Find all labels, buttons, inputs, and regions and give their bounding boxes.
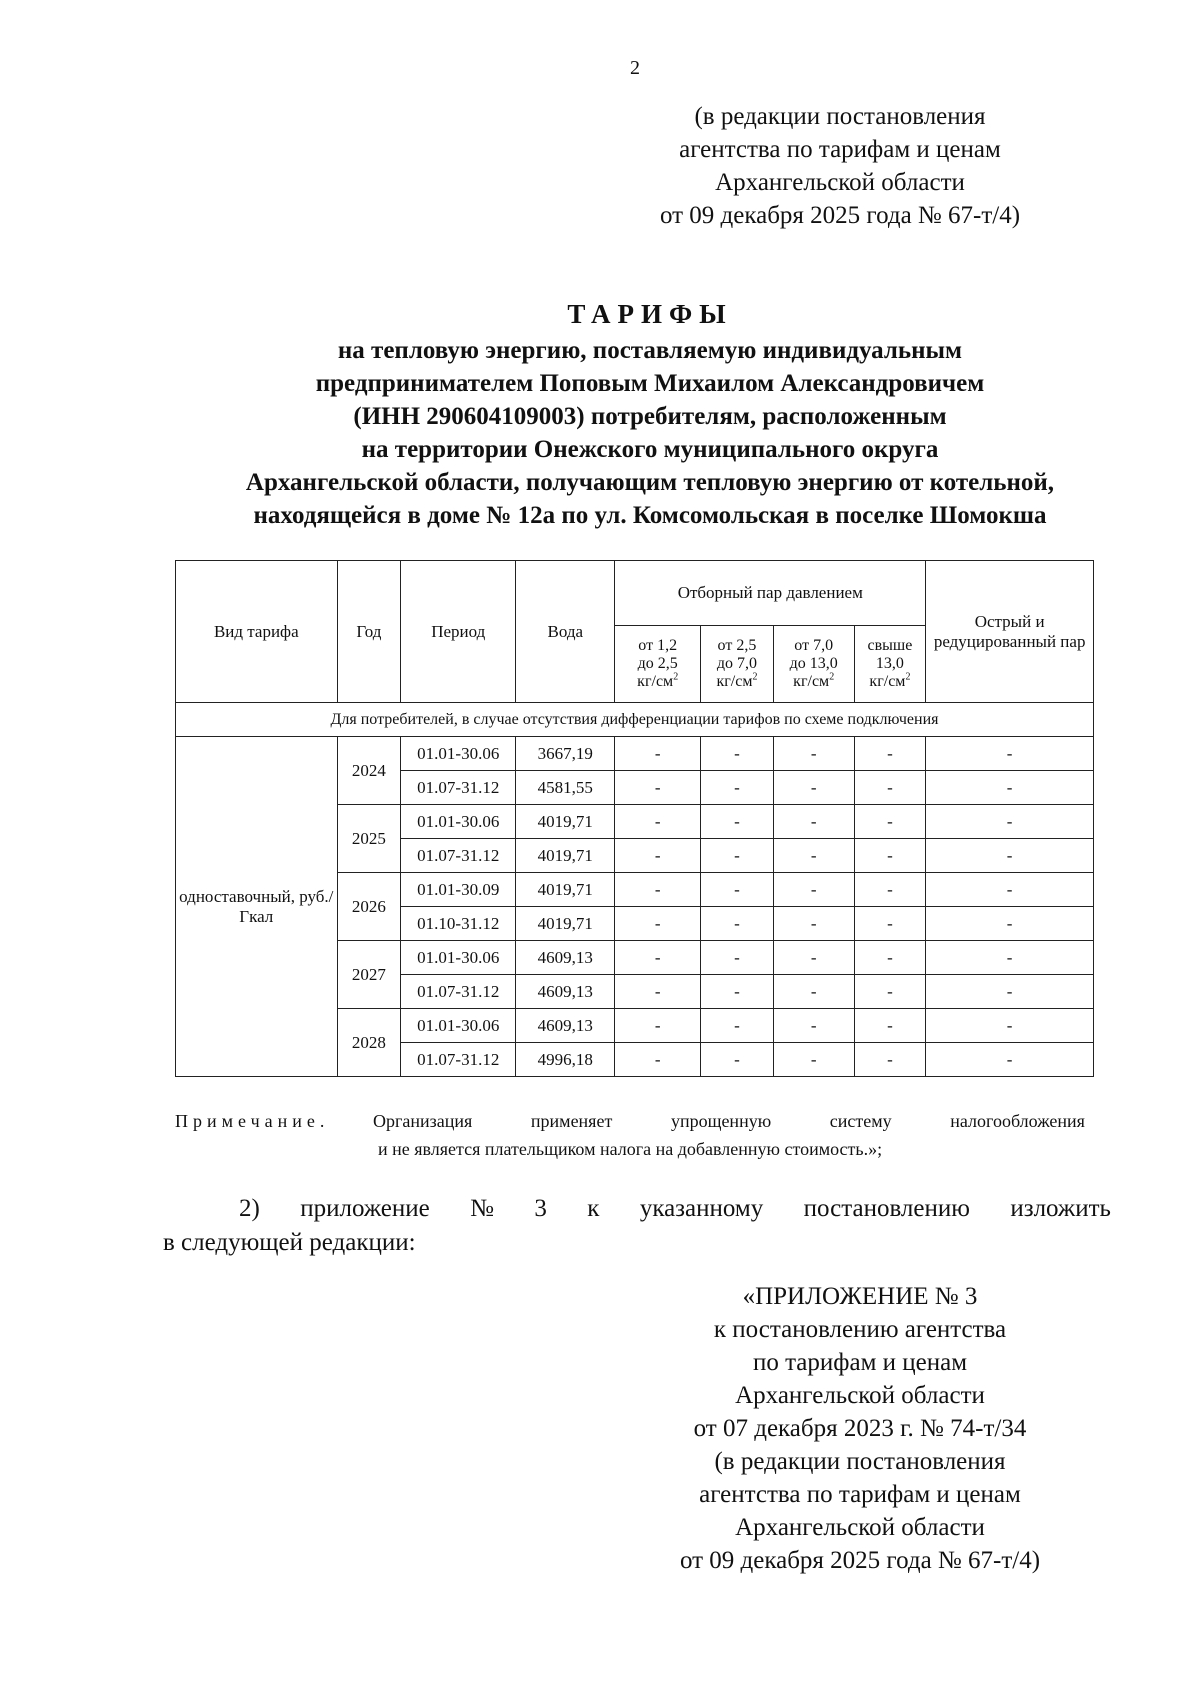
paragraph-word: 3 xyxy=(534,1195,547,1222)
unit-text: кг/см xyxy=(716,673,753,690)
page-number: 2 xyxy=(630,57,640,79)
header-water: Вода xyxy=(516,561,615,703)
steam-cell: - xyxy=(773,839,854,873)
period-cell: 01.10-31.12 xyxy=(401,907,516,941)
steam-cell: - xyxy=(773,873,854,907)
water-cell: 4019,71 xyxy=(516,907,615,941)
note-word: Организация xyxy=(373,1111,473,1131)
steam-cell: - xyxy=(701,737,774,771)
title-line: предпринимателем Поповым Михаилом Александровичем xyxy=(315,370,985,397)
note-line xyxy=(175,1107,1085,1135)
steam-cell: - xyxy=(854,975,926,1009)
steam-cell: - xyxy=(773,907,854,941)
document-title xyxy=(150,298,1150,532)
period-cell: 01.01-30.09 xyxy=(401,873,516,907)
note-text xyxy=(373,1107,1085,1135)
title-line: находящейся в доме № 12а по ул. Комсомольская в поселке Шомокша xyxy=(253,502,1047,529)
steam-cell: - xyxy=(701,771,774,805)
steam-cell: - xyxy=(701,907,774,941)
note-label: Примечание. xyxy=(175,1111,330,1131)
header-steam-group: Отборный пар давлением xyxy=(615,561,926,626)
period-cell: 01.07-31.12 xyxy=(401,771,516,805)
paragraph-word: 2) xyxy=(239,1195,260,1222)
water-cell: 4019,71 xyxy=(516,873,615,907)
header-year: Год xyxy=(337,561,401,703)
note-word: налогообложения xyxy=(950,1111,1085,1131)
period-cell: 01.01-30.06 xyxy=(401,941,516,975)
sharp-steam-cell: - xyxy=(926,941,1094,975)
water-cell: 4581,55 xyxy=(516,771,615,805)
steam-cell: - xyxy=(615,907,701,941)
header-steam-line: до 7,0 xyxy=(716,655,758,672)
sharp-steam-cell: - xyxy=(926,873,1094,907)
header-steam-4 xyxy=(854,626,926,703)
appendix-line: (в редакции постановления xyxy=(714,1448,1006,1475)
steam-cell: - xyxy=(701,873,774,907)
appendix-line: по тарифам и ценам xyxy=(752,1349,968,1376)
steam-cell: - xyxy=(773,805,854,839)
unit-sup: 2 xyxy=(829,671,835,683)
steam-cell: - xyxy=(701,839,774,873)
header-steam-line: свыше xyxy=(867,637,913,654)
steam-cell: - xyxy=(854,805,926,839)
period-cell: 01.01-30.06 xyxy=(401,1009,516,1043)
header-steam-line: от 1,2 xyxy=(638,637,678,654)
header-steam-line: до 13,0 xyxy=(789,655,838,672)
title-main: ТАРИФЫ xyxy=(567,299,733,329)
unit-text: кг/см xyxy=(637,673,674,690)
appendix-line: Архангельской области xyxy=(735,1514,985,1541)
steam-cell: - xyxy=(701,1009,774,1043)
sharp-steam-cell: - xyxy=(926,839,1094,873)
paragraph-word: № xyxy=(470,1195,494,1222)
year-cell: 2027 xyxy=(337,941,401,1009)
period-cell: 01.01-30.06 xyxy=(401,805,516,839)
note-word: систему xyxy=(829,1111,892,1131)
header-steam-line: от 7,0 xyxy=(794,637,834,654)
period-cell: 01.07-31.12 xyxy=(401,839,516,873)
steam-cell: - xyxy=(773,1009,854,1043)
year-cell: 2026 xyxy=(337,873,401,941)
period-cell: 01.07-31.12 xyxy=(401,1043,516,1077)
year-cell: 2028 xyxy=(337,1009,401,1077)
appendix-line: от 07 декабря 2023 г. № 74-т/34 xyxy=(693,1415,1027,1442)
header-steam-unit xyxy=(703,673,771,691)
paragraph-word: постановлению xyxy=(803,1195,970,1222)
header-steam-unit xyxy=(857,673,924,691)
note-line: и не является плательщиком налога на добавленную стоимость.»; xyxy=(378,1139,883,1159)
steam-cell: - xyxy=(615,941,701,975)
sharp-steam-cell: - xyxy=(926,1009,1094,1043)
water-cell: 4019,71 xyxy=(516,805,615,839)
section-title: Для потребителей, в случае отсутствия дифференциации тарифов по схеме подключения xyxy=(176,703,1094,737)
steam-cell: - xyxy=(854,839,926,873)
water-cell: 4609,13 xyxy=(516,941,615,975)
paragraph-line: в следующей редакции: xyxy=(163,1229,416,1256)
steam-cell: - xyxy=(615,1043,701,1077)
appendix-line: «ПРИЛОЖЕНИЕ № 3 xyxy=(742,1283,978,1310)
header-steam-line: от 2,5 xyxy=(717,637,757,654)
steam-cell: - xyxy=(854,907,926,941)
steam-cell: - xyxy=(773,771,854,805)
unit-text: кг/см xyxy=(793,673,830,690)
header-steam-1 xyxy=(615,626,701,703)
header-steam-3 xyxy=(773,626,854,703)
appendix-line: от 09 декабря 2025 года № 67-т/4) xyxy=(679,1547,1041,1574)
steam-cell: - xyxy=(615,873,701,907)
period-cell: 01.01-30.06 xyxy=(401,737,516,771)
steam-cell: - xyxy=(615,805,701,839)
note-word: применяет xyxy=(530,1111,613,1131)
steam-cell: - xyxy=(615,839,701,873)
header-steam-line: 13,0 xyxy=(875,655,904,672)
title-line: (ИНН 290604109003) потребителям, расположенным xyxy=(353,403,947,430)
paragraph-word: изложить xyxy=(1010,1195,1111,1222)
header-period: Период xyxy=(401,561,516,703)
unit-text: кг/см xyxy=(869,673,906,690)
paragraph-word: указанному xyxy=(639,1195,764,1222)
title-line: на территории Онежского муниципального округа xyxy=(361,436,939,463)
year-cell: 2024 xyxy=(337,737,401,805)
steam-cell: - xyxy=(615,737,701,771)
note-word: упрощенную xyxy=(670,1111,772,1131)
sharp-steam-cell: - xyxy=(926,805,1094,839)
steam-cell: - xyxy=(854,941,926,975)
steam-cell: - xyxy=(701,1043,774,1077)
sharp-steam-cell: - xyxy=(926,1043,1094,1077)
header-steam-line: до 2,5 xyxy=(637,655,678,672)
steam-cell: - xyxy=(854,771,926,805)
edition-line: Архангельской области xyxy=(715,169,965,196)
edition-line: (в редакции постановления xyxy=(694,103,986,130)
paragraph-word: к xyxy=(587,1195,600,1222)
steam-cell: - xyxy=(773,737,854,771)
steam-cell: - xyxy=(773,1043,854,1077)
unit-sup: 2 xyxy=(673,671,679,683)
note xyxy=(175,1107,1085,1163)
edition-line: агентства по тарифам и ценам xyxy=(679,136,1001,163)
water-cell: 4019,71 xyxy=(516,839,615,873)
amendment-paragraph xyxy=(163,1192,1111,1260)
steam-cell: - xyxy=(615,1009,701,1043)
header-steam-unit xyxy=(617,673,698,691)
steam-cell: - xyxy=(615,771,701,805)
appendix-header xyxy=(620,1280,1100,1577)
steam-cell: - xyxy=(773,975,854,1009)
table-row xyxy=(176,737,1094,771)
tariff-type-cell: одноставочный, руб./Гкал xyxy=(176,737,338,1077)
appendix-line: Архангельской области xyxy=(735,1382,985,1409)
steam-cell: - xyxy=(854,737,926,771)
water-cell: 4609,13 xyxy=(516,975,615,1009)
header-steam-2 xyxy=(701,626,774,703)
unit-sup: 2 xyxy=(752,671,758,683)
edition-line: от 09 декабря 2025 года № 67-т/4) xyxy=(659,202,1021,229)
steam-cell: - xyxy=(615,975,701,1009)
water-cell: 4609,13 xyxy=(516,1009,615,1043)
steam-cell: - xyxy=(854,873,926,907)
water-cell: 3667,19 xyxy=(516,737,615,771)
header-steam-unit xyxy=(776,673,852,691)
period-cell: 01.07-31.12 xyxy=(401,975,516,1009)
paragraph-line xyxy=(163,1192,1111,1226)
header-tariff-type: Вид тарифа xyxy=(176,561,338,703)
sharp-steam-cell: - xyxy=(926,737,1094,771)
steam-cell: - xyxy=(701,975,774,1009)
appendix-line: агентства по тарифам и ценам xyxy=(699,1481,1021,1508)
year-cell: 2025 xyxy=(337,805,401,873)
title-line: на тепловую энергию, поставляемую индивидуальным xyxy=(337,337,963,364)
steam-cell: - xyxy=(701,805,774,839)
water-cell: 4996,18 xyxy=(516,1043,615,1077)
steam-cell: - xyxy=(773,941,854,975)
edition-note-top xyxy=(600,100,1080,232)
unit-sup: 2 xyxy=(905,671,911,683)
steam-cell: - xyxy=(854,1043,926,1077)
sharp-steam-cell: - xyxy=(926,771,1094,805)
tariff-table xyxy=(175,560,1094,1077)
appendix-line: к постановлению агентства xyxy=(713,1316,1007,1343)
steam-cell: - xyxy=(854,1009,926,1043)
paragraph-word: приложение xyxy=(300,1195,430,1222)
sharp-steam-cell: - xyxy=(926,975,1094,1009)
header-sharp-steam: Острый и редуцированный пар xyxy=(926,561,1094,703)
sharp-steam-cell: - xyxy=(926,907,1094,941)
steam-cell: - xyxy=(701,941,774,975)
title-line: Архангельской области, получающим тепловую энергию от котельной, xyxy=(245,469,1055,496)
